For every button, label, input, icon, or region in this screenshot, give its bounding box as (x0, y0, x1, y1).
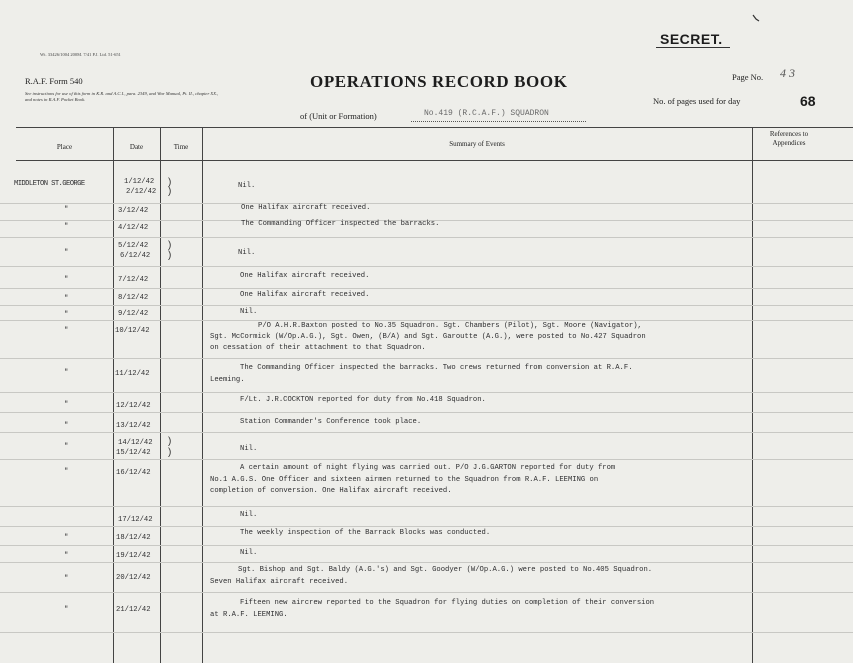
ruled-line (0, 506, 853, 507)
date-bracket: ) (168, 436, 172, 447)
ruled-line (0, 305, 853, 306)
ruled-line (0, 320, 853, 321)
entry-summary-line: One Halifax aircraft received. (240, 291, 370, 299)
entry-place: " (64, 295, 69, 303)
column-divider-date (160, 127, 161, 663)
entry-summary-line: Fifteen new aircrew reported to the Squadron for flying duties on completion of their conversion (240, 599, 655, 607)
date-bracket: ) (168, 186, 172, 197)
ruled-line (0, 237, 853, 238)
pencil-tick-mark (752, 14, 760, 22)
entry-summary-line: Nil. (240, 549, 258, 557)
secret-underline (656, 47, 730, 48)
entry-date: 21/12/42 (116, 606, 151, 614)
entry-date-second: 15/12/42 (116, 449, 151, 457)
entry-summary-line: Nil. (240, 511, 258, 519)
entry-summary-line: Nil. (240, 445, 258, 453)
entry-place: " (64, 327, 69, 335)
column-header-references: References to Appendices (769, 130, 809, 147)
entry-place: " (64, 443, 69, 451)
entry-summary-line: A certain amount of night flying was carried out. P/O J.G.GARTON reported for duty from (240, 464, 616, 472)
pages-used-value: 68 (800, 93, 816, 109)
entry-date: 20/12/42 (116, 574, 151, 582)
ruled-line (0, 412, 853, 413)
entry-summary-line: P/O A.H.R.Baxton posted to No.35 Squadron. Sgt. Chambers (Pilot), Sgt. Moore (Navigator), (258, 322, 642, 330)
column-divider-time (202, 127, 203, 663)
ruled-line (0, 459, 853, 460)
page-title: OPERATIONS RECORD BOOK (310, 72, 568, 91)
ruled-line (0, 266, 853, 267)
entry-place: " (64, 401, 69, 409)
entry-date: 12/12/42 (116, 402, 151, 410)
entry-date-second: 6/12/42 (120, 252, 151, 260)
entry-summary-line: One Halifax aircraft received. (240, 272, 370, 280)
entry-date: 9/12/42 (118, 310, 149, 318)
date-bracket: ) (168, 250, 172, 261)
entry-summary-line: Sgt. Bishop and Sgt. Baldy (A.G.'s) and Sgt. Goodyer (W/Op.A.G.) were posted to No.405 Squadron. (238, 566, 653, 574)
form-instructions: See instructions for use of this form in K.R. and A.C.I., para. 2349, and War Manual, Pt. II., chapter XX., and notes in R.A.F. Pocket Book. (25, 91, 219, 102)
entry-place: " (64, 606, 69, 614)
column-header-summary: Summary of Events (449, 140, 505, 148)
entry-place: " (64, 249, 69, 257)
entry-summary-line: Nil. (238, 182, 256, 190)
unit-dotted-line (411, 121, 586, 122)
entry-date: 19/12/42 (116, 552, 151, 560)
entry-summary-line: The Commanding Officer inspected the barracks. Two crews returned from conversion at R.A.F. (240, 364, 633, 372)
pages-used-label: No. of pages used for day (653, 96, 741, 106)
entry-date: 13/12/42 (116, 422, 151, 430)
entry-date-second: 2/12/42 (126, 188, 157, 196)
entry-date: 1/12/42 (124, 178, 155, 186)
column-divider-place (113, 127, 114, 663)
ruled-line (0, 592, 853, 593)
ruled-line (0, 432, 853, 433)
entry-date: 4/12/42 (118, 224, 149, 232)
entry-place: " (64, 575, 69, 583)
entry-summary-line: One Halifax aircraft received. (241, 204, 371, 212)
column-header-date: Date (129, 143, 144, 151)
entry-date: 5/12/42 (118, 242, 149, 250)
entry-summary-line: The weekly inspection of the Barrack Blocks was conducted. (240, 529, 491, 537)
ruled-line (0, 562, 853, 563)
entry-summary-line: No.1 A.G.S. One Officer and sixteen airmen returned to the Squadron from R.A.F. LEEMING on (210, 476, 599, 484)
entry-date: 7/12/42 (118, 276, 149, 284)
entry-date: 14/12/42 (118, 439, 153, 447)
entry-date: 17/12/42 (118, 516, 153, 524)
ruled-line (0, 288, 853, 289)
entry-summary-line: on cessation of their attachment to that Squadron. (210, 344, 426, 352)
date-bracket: ) (168, 240, 172, 251)
entry-summary-line: Nil. (240, 308, 258, 316)
ruled-line (0, 392, 853, 393)
date-bracket: ) (168, 447, 172, 458)
printer-imprint: Wt. 33426/1004 200M. 7/41 P.J. Ltd. 51-651 (40, 52, 121, 57)
secret-classification: SECRET. (660, 31, 723, 47)
unit-value: No.419 (R.C.A.F.) SQUADRON (424, 109, 549, 118)
table-top-rule (16, 127, 853, 128)
page-number: 4 3 (780, 66, 795, 80)
table-header-rule (16, 160, 853, 161)
entry-summary-line: Leeming. (210, 376, 245, 384)
entry-date: 8/12/42 (118, 294, 149, 302)
entry-place: " (64, 223, 69, 231)
column-header-place: Place (56, 143, 73, 151)
entry-place: " (64, 534, 69, 542)
ruled-line (0, 526, 853, 527)
entry-date: 3/12/42 (118, 207, 149, 215)
entry-summary-line: Station Commander's Conference took place. (240, 418, 422, 426)
entry-summary-line: F/Lt. J.R.COCKTON reported for duty from No.418 Squadron. (240, 396, 486, 404)
entry-place: " (64, 552, 69, 560)
ruled-line (0, 203, 853, 204)
entry-summary-line: Sgt. McCormick (W/Op.A.G.), Sgt. Owen, (B/A) and Sgt. Garoutte (A.G.), were posted to No.427 Squadron (210, 333, 646, 341)
unit-label: of (Unit or Formation) (300, 111, 377, 121)
entry-date: 16/12/42 (116, 469, 151, 477)
ruled-line (0, 545, 853, 546)
entry-date: 10/12/42 (115, 327, 150, 335)
entry-date: 11/12/42 (115, 370, 150, 378)
entry-date: 18/12/42 (116, 534, 151, 542)
entry-place: MIDDLETON ST.GEORGE (14, 180, 85, 188)
entry-summary-line: at R.A.F. LEEMING. (210, 611, 288, 619)
entry-place: " (64, 369, 69, 377)
entry-place: " (64, 422, 69, 430)
form-number: R.A.F. Form 540 (25, 76, 83, 86)
entry-place: " (64, 468, 69, 476)
column-header-time: Time (173, 143, 189, 151)
entry-summary-line: Nil. (238, 249, 256, 257)
entry-summary-line: Seven Halifax aircraft received. (210, 578, 349, 586)
entry-summary-line: The Commanding Officer inspected the barracks. (241, 220, 440, 228)
entry-place: " (64, 276, 69, 284)
ruled-line (0, 358, 853, 359)
ruled-line (0, 632, 853, 633)
column-divider-summary (752, 127, 753, 663)
entry-place: " (64, 206, 69, 214)
date-bracket: ) (168, 177, 172, 188)
entry-summary-line: completion of conversion. One Halifax aircraft received. (210, 487, 452, 495)
page-label: Page No. (732, 72, 764, 82)
entry-place: " (64, 311, 69, 319)
